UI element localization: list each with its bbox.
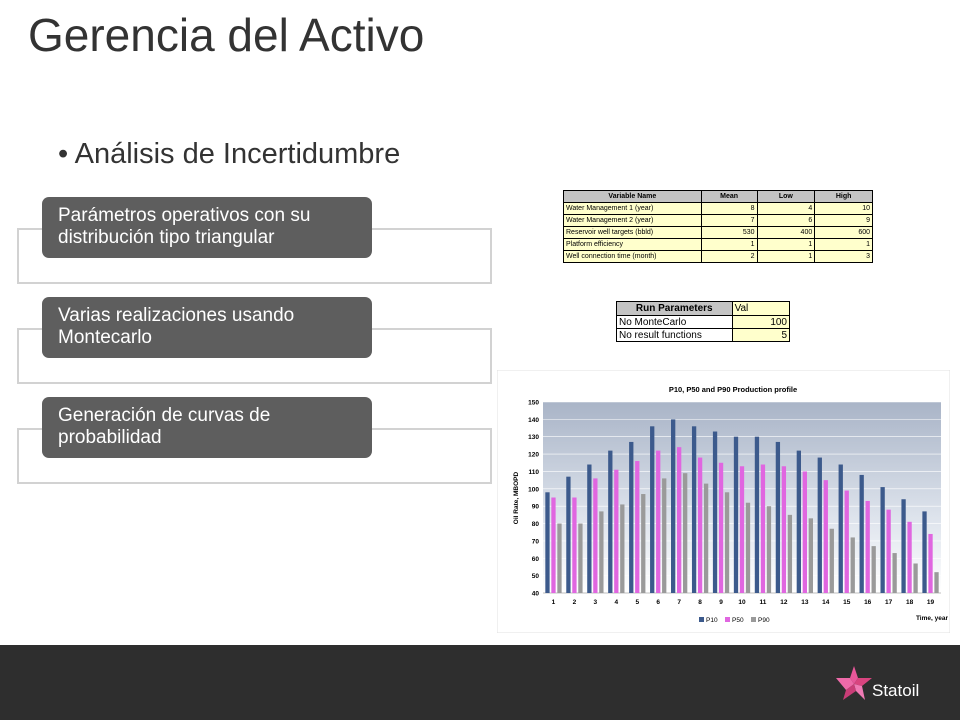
x-tick-label: 2 <box>572 599 577 606</box>
bar-p50 <box>614 470 618 593</box>
bar-p90 <box>892 553 896 593</box>
x-tick-label: 14 <box>822 599 830 606</box>
table-row <box>617 329 790 342</box>
header-low: Low <box>757 191 815 203</box>
cell-mean: 530 <box>701 227 757 239</box>
cell-high: 1 <box>815 239 873 251</box>
bar-p50 <box>782 466 786 593</box>
cell-name: Platform efficiency <box>564 239 702 251</box>
bar-p90 <box>872 546 876 593</box>
header-val: Val <box>732 302 789 316</box>
bar-p10 <box>734 437 738 593</box>
bar-p50 <box>886 510 890 593</box>
cell-value: 5 <box>732 329 789 342</box>
bar-p50 <box>593 478 597 593</box>
x-tick-label: 1 <box>551 599 556 606</box>
chart-title: P10, P50 and P90 Production profile <box>668 385 798 394</box>
bar-p50 <box>803 471 807 593</box>
legend-swatch-p50 <box>725 617 730 622</box>
cell-high: 9 <box>815 215 873 227</box>
x-tick-label: 4 <box>614 599 619 606</box>
x-tick-label: 10 <box>738 599 746 606</box>
bar-p50 <box>572 498 576 594</box>
bar-p50 <box>698 458 702 593</box>
run-parameters-table <box>616 301 790 342</box>
bar-p90 <box>620 504 624 593</box>
cell-low: 400 <box>757 227 815 239</box>
statoil-logo-text: Statoil <box>872 681 920 700</box>
step-parametros: Parámetros operativos con su distribución tipo triangular <box>42 197 372 258</box>
bar-p10 <box>692 426 696 593</box>
x-tick-label: 11 <box>759 599 767 606</box>
bar-p90 <box>934 572 938 593</box>
y-tick-label: 40 <box>531 590 539 598</box>
step-realizaciones: Varias realizaciones usando Montecarlo <box>42 297 372 358</box>
bar-p10 <box>880 487 884 593</box>
bar-p50 <box>907 522 911 593</box>
cell-value: 100 <box>732 316 789 329</box>
cell-low: 4 <box>757 203 815 215</box>
bar-p90 <box>830 529 834 593</box>
y-tick-label: 100 <box>528 486 539 494</box>
bar-p10 <box>818 458 822 593</box>
cell-name: Reservoir well targets (bbld) <box>564 227 702 239</box>
cell-mean: 2 <box>701 251 757 263</box>
cell-param: No result functions <box>617 329 733 342</box>
y-tick-label: 140 <box>528 416 539 424</box>
bar-p90 <box>641 494 645 593</box>
step-curvas: Generación de curvas de probabilidad <box>42 397 372 458</box>
cell-high: 10 <box>815 203 873 215</box>
cell-mean: 1 <box>701 239 757 251</box>
bar-p90 <box>704 484 708 593</box>
bar-p90 <box>788 515 792 593</box>
x-axis-label: Time, year <box>915 615 948 622</box>
y-tick-label: 110 <box>528 468 539 476</box>
header-variable-name: Variable Name <box>564 191 702 203</box>
bar-p90 <box>725 492 729 593</box>
x-tick-label: 18 <box>905 599 914 606</box>
x-tick-label: 13 <box>801 599 809 606</box>
bar-p50 <box>635 461 639 593</box>
x-tick-label: 9 <box>719 599 723 606</box>
bar-p90 <box>683 473 687 593</box>
cell-mean: 8 <box>701 203 757 215</box>
x-tick-label: 5 <box>635 599 640 606</box>
slide-title: Gerencia del Activo <box>28 9 425 61</box>
table-row <box>564 227 873 239</box>
legend-swatch-p90 <box>751 617 756 622</box>
bar-p90 <box>809 518 813 593</box>
y-tick-label: 50 <box>531 573 539 581</box>
bar-p90 <box>767 506 771 593</box>
x-tick-label: 16 <box>864 599 872 606</box>
bar-p10 <box>545 492 549 593</box>
bar-p50 <box>928 534 932 593</box>
table-row <box>564 203 873 215</box>
footer-bar <box>0 645 960 720</box>
cell-name: Water Management 1 (year) <box>564 203 702 215</box>
bar-p90 <box>913 563 917 593</box>
bar-p50 <box>824 480 828 593</box>
bar-p10 <box>629 442 633 593</box>
y-tick-label: 60 <box>531 555 539 563</box>
bar-p10 <box>713 432 717 593</box>
variable-table <box>563 190 873 263</box>
y-tick-label: 80 <box>531 521 539 529</box>
y-tick-label: 150 <box>528 399 539 407</box>
bar-p90 <box>662 478 666 593</box>
x-tick-label: 7 <box>677 599 681 606</box>
y-tick-label: 90 <box>531 503 539 511</box>
bar-p90 <box>578 524 582 593</box>
bar-p50 <box>719 463 723 593</box>
table-row <box>564 215 873 227</box>
x-tick-label: 12 <box>780 599 788 606</box>
y-tick-label: 120 <box>528 451 539 459</box>
table-row <box>564 251 873 263</box>
x-tick-label: 17 <box>885 599 893 606</box>
y-tick-label: 70 <box>531 538 539 546</box>
bar-p90 <box>746 503 750 593</box>
bar-p10 <box>922 511 926 593</box>
bar-p50 <box>677 447 681 593</box>
bar-p50 <box>845 491 849 593</box>
bar-p10 <box>566 477 570 593</box>
cell-mean: 7 <box>701 215 757 227</box>
bar-p50 <box>761 465 765 593</box>
cell-low: 1 <box>757 251 815 263</box>
bar-p10 <box>671 419 675 593</box>
bar-p10 <box>650 426 654 593</box>
legend-label-p50: P50 <box>732 617 744 624</box>
legend-label-p90: P90 <box>758 617 770 624</box>
cell-low: 6 <box>757 215 815 227</box>
bar-p50 <box>866 501 870 593</box>
cell-high: 3 <box>815 251 873 263</box>
cell-param: No MonteCarlo <box>617 316 733 329</box>
bar-p10 <box>839 465 843 593</box>
cell-name: Well connection time (month) <box>564 251 702 263</box>
x-tick-label: 15 <box>843 599 851 606</box>
run-table-header <box>617 302 790 316</box>
header-run-parameters: Run Parameters <box>617 302 733 316</box>
cell-name: Water Management 2 (year) <box>564 215 702 227</box>
bar-p10 <box>587 465 591 593</box>
bar-p50 <box>740 466 744 593</box>
x-tick-label: 3 <box>593 599 598 606</box>
bar-p10 <box>608 451 612 593</box>
bar-p10 <box>860 475 864 593</box>
production-profile-chart <box>497 370 950 633</box>
statoil-star-logo <box>834 664 874 704</box>
cell-low: 1 <box>757 239 815 251</box>
header-high: High <box>815 191 873 203</box>
bar-p90 <box>851 537 855 593</box>
x-tick-label: 19 <box>926 599 935 606</box>
variable-table-header <box>564 191 873 203</box>
chart-legend <box>699 617 770 624</box>
y-tick-label: 130 <box>528 434 539 442</box>
bar-p50 <box>656 451 660 593</box>
bar-p10 <box>776 442 780 593</box>
x-tick-label: 8 <box>698 599 702 606</box>
x-tick-label: 6 <box>656 599 661 606</box>
table-row <box>617 316 790 329</box>
bar-p10 <box>797 451 801 593</box>
cell-high: 600 <box>815 227 873 239</box>
legend-label-p10: P10 <box>706 617 718 624</box>
bar-p90 <box>557 524 561 593</box>
bar-p90 <box>599 511 603 593</box>
bar-p10 <box>901 499 905 593</box>
y-axis-label: Oil Rate, MBOPD <box>513 471 520 525</box>
bullet-analisis: • Análisis de Incertidumbre <box>58 138 401 170</box>
header-mean: Mean <box>701 191 757 203</box>
bar-p10 <box>755 437 759 593</box>
bar-p50 <box>551 498 555 594</box>
table-row <box>564 239 873 251</box>
legend-swatch-p10 <box>699 617 704 622</box>
